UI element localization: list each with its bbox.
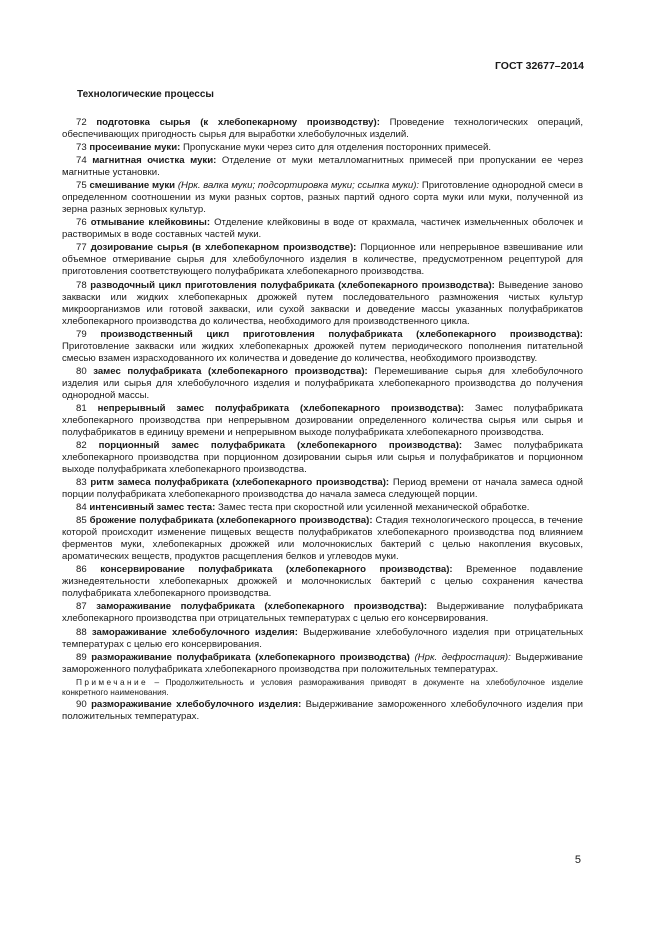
term-number: 82 xyxy=(76,439,87,451)
term-entry xyxy=(62,652,583,676)
note xyxy=(62,677,583,698)
term-entry xyxy=(62,601,583,625)
terms-body xyxy=(62,117,583,724)
term-name: непрерывный замес полуфабриката (хлебопекарного производства): xyxy=(97,402,465,414)
term-definition: Замес теста при скоростной или усиленной механической обработке. xyxy=(217,502,530,514)
term-entry xyxy=(62,477,583,501)
term-definition: Перемешивание сырья для хлебобулочного изделия или сырья для хлебобулочного изделия и полуфабриката хлебопекарного производства до получения однородной массы. xyxy=(62,365,583,401)
term-entry xyxy=(62,366,583,402)
term-definition: Выдерживание полуфабриката хлебопекарного производства при отрицательных температурах с целью его консервирования. xyxy=(62,601,583,625)
term-number: 86 xyxy=(76,564,87,576)
term-definition: Стадия технологического процесса, в течение которой происходит изменение пищевых веществ полуфабрикатов хлебопекарного производства под влиянием ферментов муки, хлебопекарных дрожжей или молочнокислых бактерий с целью накопления вкусовых, ароматических веществ, продуктов расщепления белков и углеводов муки. xyxy=(62,515,583,563)
term-definition: Приготовление закваски или жидких хлебопекарных дрожжей путем периодического пополнения питательной смесью взамен израсходованного их количества и доведение до количества, необходимого производству. xyxy=(62,340,583,364)
page-number: 5 xyxy=(574,854,581,866)
term-number: 81 xyxy=(76,402,87,414)
term-name: дозирование сырья (в хлебопекарном производстве): xyxy=(90,242,357,254)
term-name: брожение полуфабриката (хлебопекарного производства): xyxy=(89,515,373,527)
term-name: размораживание полуфабриката (хлебопекарного производства) xyxy=(91,651,410,663)
note-label: Примечание xyxy=(76,676,149,687)
term-name: производственный цикл приготовления полуфабриката (хлебопекарного производства): xyxy=(100,328,583,340)
term-name: смешивание муки xyxy=(89,180,176,192)
term-name: магнитная очистка муки: xyxy=(92,155,217,167)
term-definition: Замес полуфабриката хлебопекарного производства при непрерывном дозировании определенного количества сырья или сырья и полуфабрикатов в единицу времени и непрерывном выходе полуфабриката хлебопекарного производства. xyxy=(62,402,583,438)
term-entry xyxy=(62,142,583,154)
term-name: отмывание клейковины: xyxy=(90,217,211,229)
term-entry xyxy=(62,155,583,179)
term-definition: Выдерживание замороженного хлебобулочного изделия при положительных температурах. xyxy=(62,698,583,722)
note-text: – Продолжительность и условия размораживания приводят в документе на хлебобулочное изделие конкретного наименования. xyxy=(62,676,583,698)
term-number: 75 xyxy=(76,180,87,192)
term-number: 77 xyxy=(76,242,87,254)
term-number: 72 xyxy=(76,117,87,128)
term-number: 74 xyxy=(76,155,87,167)
term-entry xyxy=(62,403,583,439)
term-number: 80 xyxy=(76,365,87,377)
term-entry xyxy=(62,627,583,651)
term-number: 89 xyxy=(76,651,87,663)
term-entry xyxy=(62,502,583,514)
term-definition: Порционное или непрерывное взвешивание или объемное отмеривание сырья для хлебобулочного изделия в количестве, предусмотренном рецептурой для приготовления соответствующего полуфабриката хлебопекарного производства. xyxy=(62,242,584,278)
term-number: 85 xyxy=(76,515,87,527)
term-name: замораживание хлебобулочного изделия: xyxy=(91,626,298,638)
term-entry xyxy=(62,699,583,723)
term-definition: Замес полуфабриката хлебопекарного производства при порционном дозировании сырья или сырья и полуфабрикатов и порционном выходе полуфабриката хлебопекарного производства. xyxy=(62,439,583,475)
term-number: 84 xyxy=(76,502,87,514)
term-entry xyxy=(62,564,583,600)
term-nonrecommended: (Нрк. валка муки; подсортировка муки; ссыпка муки): xyxy=(177,180,420,192)
term-number: 78 xyxy=(76,279,87,291)
term-nonrecommended: (Нрк. дефростация): xyxy=(414,651,511,663)
term-name: ритм замеса полуфабриката (хлебопекарного производства): xyxy=(90,477,390,489)
term-name: интенсивный замес теста: xyxy=(89,502,216,514)
term-number: 88 xyxy=(76,626,87,638)
term-definition: Выдерживание хлебобулочного изделия при отрицательных температурах с целью его консервирования. xyxy=(62,626,583,650)
term-number: 76 xyxy=(76,217,87,229)
term-number: 79 xyxy=(76,328,87,340)
term-definition: Временное подавление жизнедеятельности хлебопекарных дрожжей и молочнокислых бактерий с целью сохранения качества полуфабриката хлебопекарного производства. xyxy=(62,564,584,600)
term-definition: Пропускание муки через сито для отделения посторонних примесей. xyxy=(182,142,491,154)
term-name: порционный замес полуфабриката (хлебопекарного производства): xyxy=(98,439,463,451)
term-entry xyxy=(62,217,583,241)
term-entry xyxy=(62,242,583,278)
term-definition: Выдерживание замороженного полуфабриката хлебопекарного производства при положительных температурах. xyxy=(62,651,584,675)
term-entry xyxy=(62,280,583,328)
term-name: консервирование полуфабриката (хлебопекарного производства): xyxy=(100,564,453,576)
term-entry xyxy=(62,440,583,476)
term-definition: Приготовление однородной смеси в определенном соотношении из муки разных сортов, разных партий одного сорта муки или муки, полученной из зерна разных зерновых культур. xyxy=(62,180,584,216)
term-definition: Отделение клейковины в воде от крахмала, частичек измельченных оболочек и растворимых в воде составных частей муки. xyxy=(62,217,584,241)
term-number: 90 xyxy=(76,698,87,710)
term-definition: Отделение от муки металломагнитных примесей при пропускании ее через магнитные установки. xyxy=(62,155,583,179)
term-list xyxy=(62,117,583,676)
term-definition: Выведение заново закваски или жидких хлебопекарных дрожжей путем последовательного размножения чистых культур микроорганизмов или готовой закваски, или сухой закваски и доведение массы указанных полуфабрикатов хлебопекарного производства до количества, необходимого для производственного цикла. xyxy=(62,279,584,327)
term-definition: Период времени от начала замеса одной порции полуфабриката хлебопекарного производства до начала замеса следующей порции. xyxy=(62,477,584,501)
term-number: 73 xyxy=(76,142,87,154)
term-entry xyxy=(62,117,583,141)
term-name: замес полуфабриката (хлебопекарного производства): xyxy=(93,365,368,377)
term-name: просеивание муки: xyxy=(89,142,181,154)
standard-designation: ГОСТ 32677–2014 xyxy=(494,60,584,72)
term-definition: Проведение технологических операций, обеспечивающих пригодность сырья для выработки хлебобулочных изделий. xyxy=(62,117,583,140)
term-entry xyxy=(62,180,583,216)
term-name: замораживание полуфабриката (хлебопекарного производства): xyxy=(96,601,428,613)
term-number: 87 xyxy=(76,601,87,613)
term-name: размораживание хлебобулочного изделия: xyxy=(91,698,302,710)
term-entry xyxy=(62,329,583,365)
term-name: разводочный цикл приготовления полуфабриката (хлебопекарного производства): xyxy=(90,279,495,291)
term-entry xyxy=(62,515,583,563)
term-name: подготовка сырья (к хлебопекарному производству): xyxy=(96,117,380,128)
term-number: 83 xyxy=(76,477,87,489)
section-title: Технологические процессы xyxy=(77,89,214,100)
